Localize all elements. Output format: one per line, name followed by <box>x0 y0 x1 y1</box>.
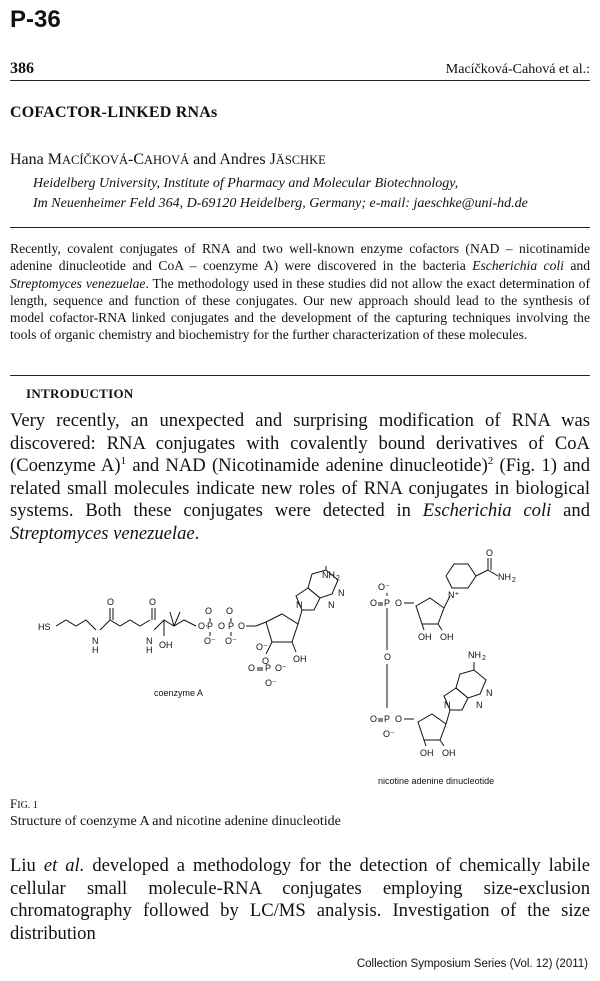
intro-text: Very recently, an unexpected and surprising modification of RNA was discovered: RNA conjugates with covalently bound derivatives of CoA (Coenzyme A) <box>10 410 590 477</box>
atom-label: P <box>265 663 272 673</box>
atom-label: O <box>262 656 270 666</box>
author-text: Hana <box>10 151 48 168</box>
section-heading: INTRODUCTION <box>26 386 134 401</box>
atom-label: O <box>198 621 206 631</box>
intro-text: and <box>551 500 590 522</box>
author-text: and Andres <box>189 151 270 168</box>
atom-label: 2 <box>482 655 486 662</box>
body-paragraph <box>10 855 590 945</box>
intro-text: . <box>194 522 200 544</box>
abstract <box>10 240 590 344</box>
atom-label: OH <box>440 632 454 642</box>
atom-label: OH <box>420 748 434 758</box>
atom-label: O <box>149 597 157 607</box>
footer-series: Collection Symposium Series (Vol. 12) (2011) <box>356 958 588 970</box>
author-line <box>10 151 326 169</box>
abstract-rule <box>10 227 590 228</box>
atom-label: O <box>370 598 378 608</box>
intro-italic: Escherichia coli <box>422 500 552 522</box>
atom-label: 2 <box>336 575 340 582</box>
author-text: ACÍČKOVÁ <box>62 153 128 167</box>
intro-text: and NAD (Nicotinamide adenine dinucleotide) <box>126 455 488 477</box>
page-number: 386 <box>10 60 34 77</box>
body-text: Liu <box>10 855 44 876</box>
affiliation <box>33 174 528 214</box>
atom-label: O <box>486 548 494 558</box>
abstract-italic: Escherichia coli <box>472 258 564 274</box>
atom-label: HS <box>38 622 51 632</box>
paper-title: COFACTOR-LINKED RNAs <box>10 104 218 121</box>
introduction-paragraph <box>10 410 590 546</box>
atom-label: N <box>476 700 483 710</box>
atom-label: N <box>338 588 345 598</box>
atom-label: O <box>218 621 226 631</box>
abstract-text: . The methodology used in these studies did not allow the exact determination of length, sequence and function of these conjugates. Our new approach should lead to the synthesis of model cofactor-RNA linked conjugates and the development of the capturing techniques involving the tools of organic chemistry and biochemistry for the further characterization of these molecules. <box>10 275 590 343</box>
atom-label: NH <box>322 570 335 580</box>
atom-label: O⁻ <box>275 663 287 673</box>
intro-italic: Streptomyces venezuelae <box>10 522 195 544</box>
atom-label: OH <box>159 640 173 650</box>
abstract-text: and <box>563 258 590 274</box>
coenzyme-a-label: coenzyme A <box>154 688 204 698</box>
atom-label: P <box>228 621 235 631</box>
atom-label: O⁻ <box>204 636 216 646</box>
atom-label: NH <box>498 572 511 582</box>
atom-label: O <box>370 714 378 724</box>
figure-label <box>10 796 38 812</box>
atom-label: O <box>205 606 213 616</box>
affiliation-line: Heidelberg University, Institute of Pharmacy and Molecular Biotechnology, <box>33 176 459 191</box>
atom-label: OH <box>418 632 432 642</box>
atom-label: N <box>444 700 451 710</box>
author-text: -C <box>127 151 144 168</box>
atom-label: O <box>395 714 403 724</box>
atom-label: P <box>384 714 391 724</box>
atom-label: H <box>92 645 99 655</box>
reference-2: 2 <box>487 455 494 467</box>
abstract-text: Recently, covalent conjugates of RNA and two well-known enzyme cofactors (NAD – nicotinamide adenine dinucleotide and CoA – coenzyme A) were discovered in the bacteria <box>10 241 590 274</box>
atom-label: O <box>226 606 234 616</box>
atom-label: N⁺ <box>448 590 460 600</box>
atom-label: NH <box>468 650 481 660</box>
figure-structures <box>20 548 580 790</box>
nad-structure <box>370 548 516 786</box>
author-text: ÄSCHKE <box>275 153 326 167</box>
paper-code: P-36 <box>10 6 61 33</box>
coenzyme-a-structure <box>38 566 345 698</box>
atom-label: O <box>248 663 256 673</box>
atom-label: OH <box>293 654 307 664</box>
figure-label-text: IG. 1 <box>17 800 38 811</box>
atom-label: O <box>238 621 246 631</box>
abstract-italic: Streptomyces venezuelae <box>10 275 146 291</box>
atom-label: O <box>107 597 115 607</box>
running-head: Macíčková-Cahová et al.: <box>445 62 590 77</box>
atom-label: N <box>92 636 99 646</box>
figure-label-text: F <box>10 796 18 811</box>
author-text: M <box>47 151 62 168</box>
header-rule <box>10 80 590 81</box>
author-text: AHOVÁ <box>143 153 190 167</box>
atom-label: H <box>146 645 153 655</box>
atom-label: O <box>395 598 403 608</box>
atom-label: N <box>486 688 493 698</box>
section-rule <box>10 375 590 376</box>
atom-label: 2 <box>512 577 516 584</box>
body-text: developed a methodology for the detection of chemically labile cellular small molecule-RNA conjugates employing size-exclusion chromatography followed by LC/MS analysis. Investigation of the size distribution <box>10 855 590 944</box>
intro-text: (Fig. 1) and related small molecules indicate new roles of RNA conjugates in biological systems. Both these conjugates were detected in <box>10 455 590 522</box>
atom-label: N <box>146 636 153 646</box>
atom-label: O⁻ <box>383 729 395 739</box>
atom-label: N <box>328 600 335 610</box>
atom-label: O <box>384 652 392 662</box>
atom-label: N <box>296 600 303 610</box>
reference-1: 1 <box>120 455 127 467</box>
figure-caption: Structure of coenzyme A and nicotine adenine dinucleotide <box>10 814 341 829</box>
atom-label: O⁻ <box>225 636 237 646</box>
atom-label: O⁻ <box>256 642 268 652</box>
affiliation-line: Im Neuenheimer Feld 364, D-69120 Heidelberg, Germany; e-mail: jaeschke@uni-hd.de <box>33 196 528 211</box>
author-text: J <box>269 151 276 168</box>
atom-label: OH <box>442 748 456 758</box>
atom-label: O⁻ <box>378 582 390 592</box>
nad-label: nicotine adenine dinucleotide <box>378 776 495 786</box>
atom-label: P <box>384 598 391 608</box>
atom-label: O⁻ <box>265 678 277 688</box>
body-italic: et al. <box>43 855 85 876</box>
atom-label: P <box>207 621 214 631</box>
